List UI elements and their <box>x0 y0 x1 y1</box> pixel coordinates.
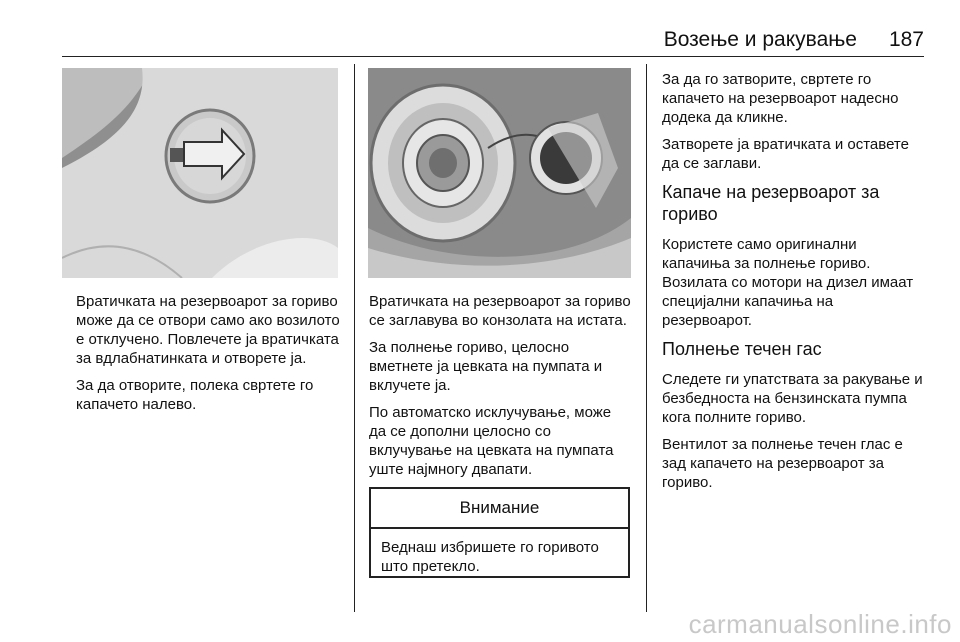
page-header <box>0 0 960 60</box>
caution-title: Внимание <box>371 489 628 529</box>
watermark: carmanualsonline.info <box>688 609 952 639</box>
paragraph: Следете ги упатствата за ракување и безбедноста на бензинската пумпа кога полните гориво. <box>662 371 923 426</box>
column-2 <box>369 292 632 487</box>
fuel-filler-cap-illustration <box>368 68 631 278</box>
column-divider-2 <box>646 64 647 612</box>
paragraph: За да го затворите, свртете го капачето на резервоарот надесно додека да кликне. <box>662 71 899 126</box>
page-number: 187 <box>888 28 924 51</box>
section-heading-lpg-refuelling: Полнење течен гас <box>662 339 822 359</box>
paragraph: Вратичката на резервоарот за гориво се заглавува во конзолата на истата. <box>369 293 631 329</box>
paragraph: За да отворите, полека свртете го капачето налево. <box>76 377 314 413</box>
header-rule <box>62 56 924 57</box>
paragraph: За полнење гориво, целосно вметнете ја цевката на пумпата и вклучете ја. <box>369 339 603 394</box>
column-1 <box>76 292 344 422</box>
section-heading-fuel-cap: Капаче на резервоарот за гориво <box>662 182 880 224</box>
caution-notice-box <box>369 487 630 578</box>
paragraph: Вратичката на резервоарот за гориво може да се отвори само ако возилото е отклучено. Повлечете ја вратичката за вдлабнатинката и отворете ја. <box>76 293 340 367</box>
column-divider-1 <box>354 64 355 612</box>
paragraph: Користете само оригинални капачиња за полнење гориво. Возилата со мотори на дизел имаат специјални капачиња на резервоарот. <box>662 236 914 329</box>
fuel-door-arrow-illustration <box>62 68 338 278</box>
caution-text: Веднаш избришете го горивото што претекло. <box>381 539 599 575</box>
paragraph: Затворете ја вратичката и оставете да се заглави. <box>662 136 909 172</box>
paragraph: Вентилот за полнење течен глас е зад капачето на резервоарот за гориво. <box>662 436 903 491</box>
paragraph: По автоматско исклучување, може да се дополни целосно со вклучување на цевката на пумпата уште најмногу двапати. <box>369 404 614 478</box>
section-title: Возење и ракување <box>663 28 857 51</box>
column-3 <box>662 70 926 500</box>
